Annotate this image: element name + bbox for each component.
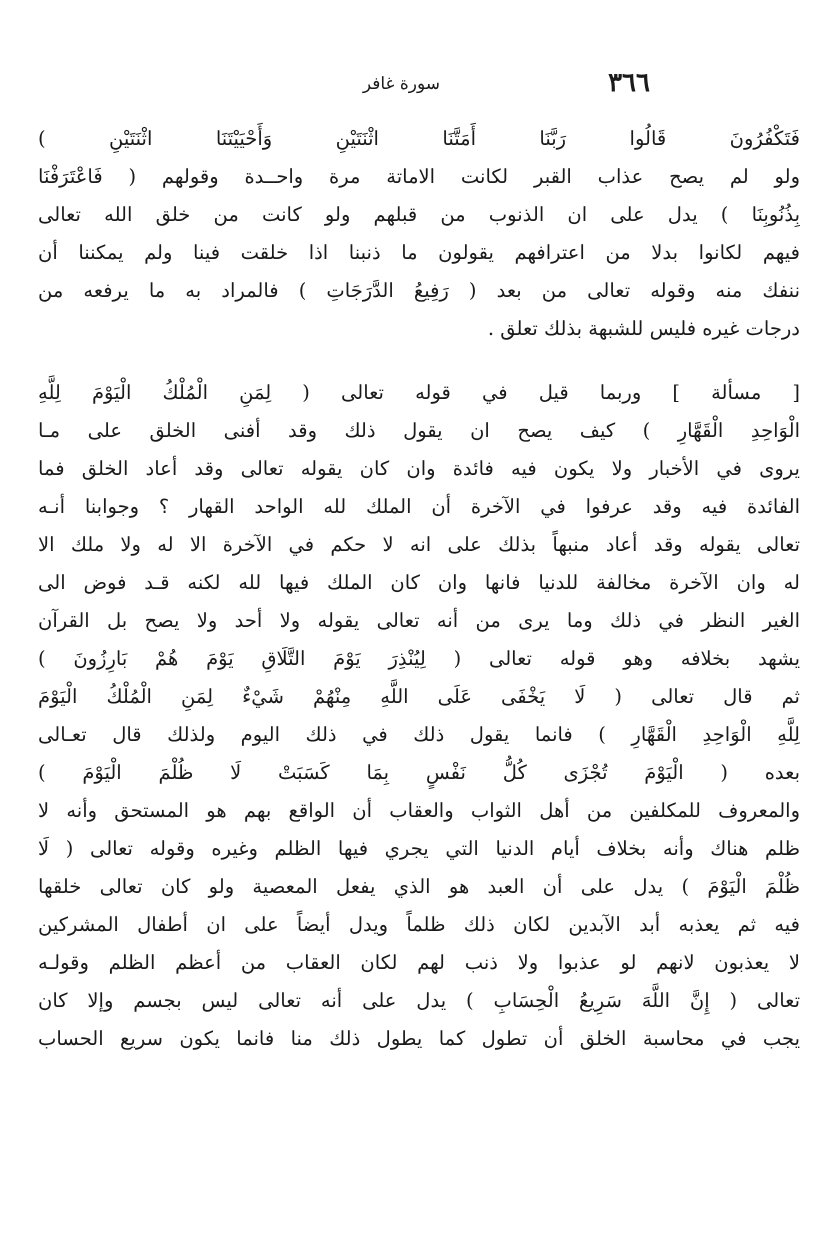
text-line: [ مسألة ] وربما قيل في قوله تعالى ( لِمَنِ الْمُلْكُ الْيَوْمَ لِلَّهِ [38,381,800,404]
text-line: ظلم هناك وأنه بخلاف أيام الدنيا التي يجري فيها الظلم وغيره وقوله تعالى ( لَا [38,837,800,860]
text-line: فيهم لكانوا بدلا من اعترافهم يقولون ما ذنبنا اذا خلقت فينا ولم يمكننا أن [38,241,800,264]
text-line: يجب في محاسبة الخلق أن تطول كما يطول ذلك منا فانما يكون سريع الحساب [38,1027,800,1050]
text-line: درجات غيره فليس للشبهة بذلك تعلق . [487,317,800,340]
text-line: تعالى ( إِنَّ اللَّهَ سَرِيعُ الْحِسَابِ ) يدل على أنه تعالى ليس بجسم وإلا كان [38,989,800,1012]
text-line: ننفك منه وقوله تعالى من بعد ( رَفِيعُ الدَّرَجَاتِ ) فالمراد به ما يرفعه من [38,279,800,302]
page-number: ٣٦٦ [608,68,650,98]
paragraph [38,120,800,348]
text-line: ظُلْمَ الْيَوْمَ ) يدل على أن العبد هو الذي يفعل المعصية ولو كان تعالى خلقها [38,875,800,898]
text-line: يشهد بخلافه وهو قوله تعالى ( لِيُنْذِرَ يَوْمَ التَّلَاقِ يَوْمَ هُمْ بَارِزُونَ ) [38,647,800,670]
text-line: والمعروف للمكلفين من أهل الثواب والعقاب أن الواقع بهم هو المستحق وأنه لا [38,799,800,822]
text-line: فَتَكْفُرُونَ قَالُوا رَبَّنَا أَمَتَّنَا اثْنَتَيْنِ وَأَحْيَيْتَنَا اثْنَتَيْنِ ) [38,127,800,150]
paragraph [38,374,800,1058]
text-line: الفائدة فيه وقد عرفوا في الآخرة أن الملك لله الواحد القهار ؟ وجوابنا أنـه [38,495,800,518]
text-line: له وان الآخرة مخالفة للدنيا فانها وان كان الملك فيها لله لكنه قـد فوض الى [38,571,800,594]
running-title: سورة غافر [362,74,440,94]
text-line: الْوَاحِدِ الْقَهَّارِ ) كيف يصح ان يقول ذلك وقد أفنى الخلق على مـا [38,419,800,442]
text-line: يروى في الأخبار ولا يكون فيه فائدة وان كان يقوله تعالى وقد أعاد الخلق فما [38,457,800,480]
text-line: لا يعذبون لانهم لو عذبوا ولا ذنب لهم لكان العقاب من أعظم الظلم وقولـه [38,951,800,974]
text-line: بِذُنُوبِنَا ) يدل على ان الذنوب من قبلهم ولو كانت من خلق الله تعالى [38,203,800,226]
text-line: لِلَّهِ الْوَاحِدِ الْقَهَّارِ ) فانما يقول ذلك في ذلك اليوم ولذلك قال تعـالى [38,723,800,746]
body-text [38,120,800,1058]
text-line: فيه ثم يعذبه أبد الآبدين لكان ذلك ظلماً ويدل أيضاً على ان أطفال المشركين [38,913,800,936]
text-line: الغير النظر في ذلك وما يرى من أنه تعالى يقوله ولا أحد ولا يصح بل القرآن [38,609,800,632]
text-line: تعالى يقوله وقد أعاد منبهاً بذلك على انه لا حكم في الآخرة الا له ولا ملك الا [38,533,800,556]
text-line: بعده ( الْيَوْمَ تُجْزَى كُلُّ نَفْسٍ بِمَا كَسَبَتْ لَا ظُلْمَ الْيَوْمَ ) [38,761,800,784]
page-header [300,66,650,100]
text-line: ثم قال تعالى ( لَا يَخْفَى عَلَى اللَّهِ مِنْهُمْ شَيْءٌ لِمَنِ الْمُلْكُ الْيَوْمَ [38,685,800,708]
text-line: ولو لم يصح عذاب القبر لكانت الاماتة مرة واحــدة وقولهم ( فَاعْتَرَفْنَا [38,165,800,188]
